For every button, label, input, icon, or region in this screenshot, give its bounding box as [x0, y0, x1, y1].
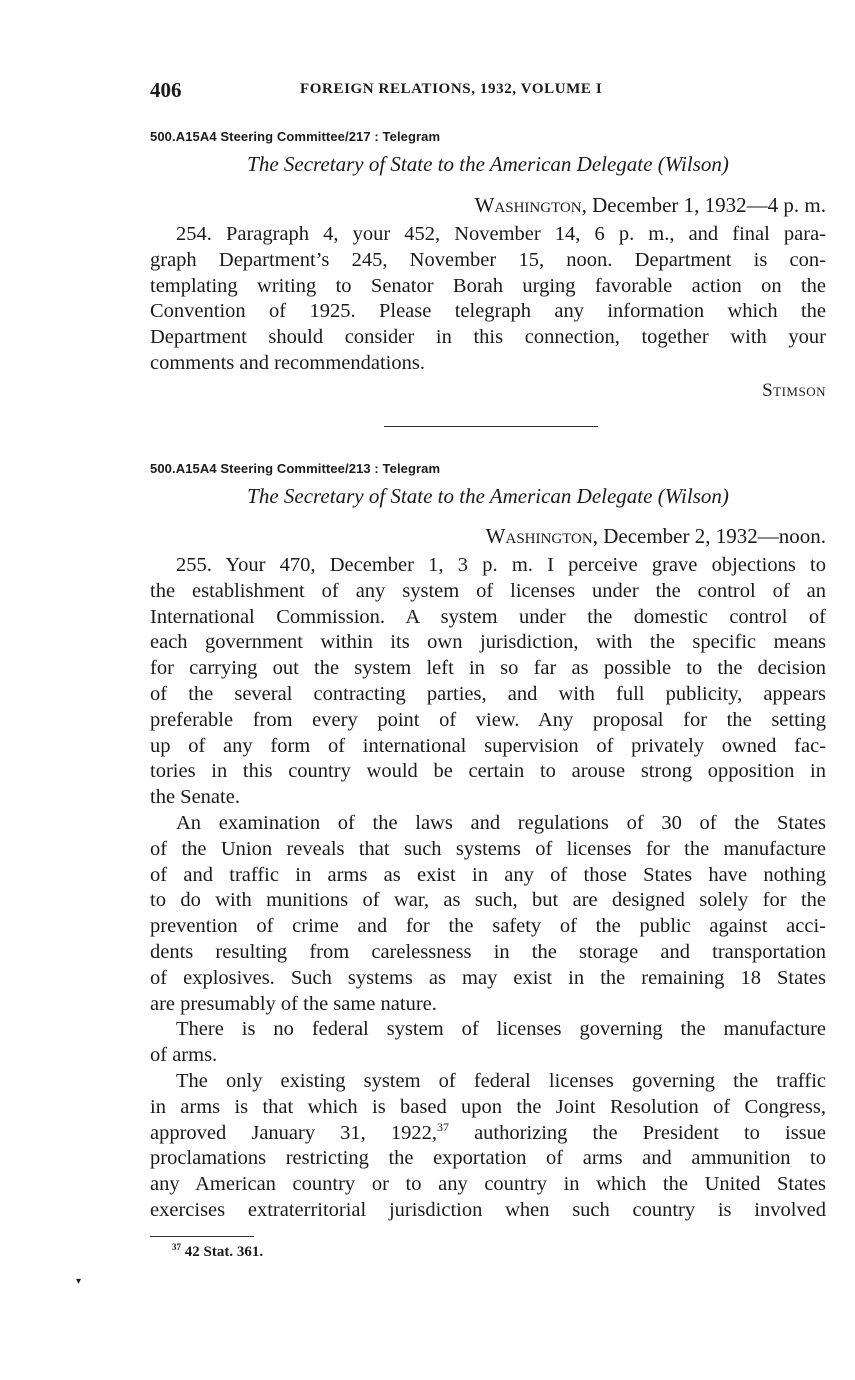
- footnote-marker: 37: [172, 1242, 181, 1252]
- document-title: The Secretary of State to the American Delegate (Wilson): [247, 152, 729, 176]
- footnote-rule: [150, 1236, 254, 1237]
- paragraph: [150, 1069, 826, 1224]
- text-line: There is no federal system of licenses governing the manufacture: [176, 1018, 826, 1040]
- text-line: graph Department’s 245, November 15, noon. Department is con-: [150, 248, 826, 271]
- text-line: Convention of 1925. Please telegraph any information which the: [150, 300, 826, 323]
- text-line: are presumably of the same nature.: [150, 992, 437, 1015]
- footnote-reference[interactable]: 37: [437, 1119, 449, 1134]
- document-title: The Secretary of State to the American Delegate (Wilson): [247, 484, 729, 508]
- text-line: for carrying out the system left in so far as possible to the decision: [150, 657, 826, 680]
- text-fragment: approved January 31, 1922,: [150, 1121, 437, 1144]
- text-line: Department should consider in this connection, together with your: [150, 326, 826, 349]
- section-divider: [384, 426, 598, 427]
- signature: Stimson: [762, 380, 826, 401]
- text-line: up of any form of international supervision of privately owned fac-: [150, 734, 826, 757]
- text-line: tories in this country would be certain to arouse strong opposition in: [150, 760, 826, 783]
- text-line: the establishment of any system of licenses under the control of an: [150, 579, 826, 602]
- text-line: An examination of the laws and regulations of 30 of the States: [176, 812, 826, 834]
- text-line: comments and recommendations.: [150, 351, 425, 374]
- text-line: each government within its own jurisdiction, with the specific means: [150, 631, 826, 654]
- text-line: proclamations restricting the exportation of arms and ammunition to: [150, 1147, 826, 1170]
- file-reference: 500.A15A4 Steering Committee/217 : Telegram: [150, 129, 441, 144]
- paragraph: [150, 811, 826, 1017]
- text-line: of and traffic in arms as exist in any of those States have nothing: [150, 863, 826, 886]
- text-line: preferable from every point of view. Any proposal for the setting: [150, 708, 826, 731]
- text-line: templating writing to Senator Borah urging favorable action on the: [150, 274, 826, 297]
- text-line: 254. Paragraph 4, your 452, November 14, 6 p. m., and final para-: [176, 223, 826, 245]
- paragraph: [150, 1017, 826, 1069]
- text-line: any American country or to any country in which the United States: [150, 1173, 826, 1196]
- dateline-place: Washington: [474, 193, 582, 217]
- dateline: [150, 524, 826, 549]
- text-line: 255. Your 470, December 1, 3 p. m. I perceive grave objections to: [176, 554, 826, 576]
- text-line: of the several contracting parties, and with full publicity, appears: [150, 682, 826, 705]
- text-line: to do with munitions of war, as such, but are designed solely for the: [150, 889, 826, 912]
- file-reference: 500.A15A4 Steering Committee/213 : Telegram: [150, 461, 441, 476]
- dateline-place: Washington: [485, 524, 593, 548]
- paragraph: [150, 222, 826, 377]
- footnote-text: 42 Stat. 361.: [184, 1244, 264, 1260]
- paragraph: [150, 553, 826, 811]
- text-line: [150, 1121, 826, 1147]
- text-line: in arms is that which is based upon the Joint Resolution of Congress,: [150, 1095, 826, 1118]
- page-number: 406: [150, 78, 182, 102]
- text-line: of the Union reveals that such systems of licenses for the manufacture: [150, 837, 826, 860]
- footnote: [172, 1242, 263, 1261]
- text-line: of explosives. Such systems as may exist in the remaining 18 States: [150, 966, 826, 989]
- running-head: [150, 78, 826, 106]
- dateline: [150, 193, 826, 218]
- text-line: of arms.: [150, 1043, 218, 1066]
- text-fragment: authorizing the President to issue: [449, 1121, 826, 1144]
- dateline-date: , December 2, 1932—noon.: [592, 524, 826, 548]
- text-line: exercises extraterritorial jurisdiction when such country is involved: [150, 1198, 826, 1221]
- text-line: The only existing system of federal licenses governing the traffic: [176, 1070, 826, 1092]
- dateline-date: , December 1, 1932—4 p. m.: [581, 193, 826, 217]
- text-line: dents resulting from carelessness in the storage and transportation: [150, 940, 826, 963]
- text-line: International Commission. A system under the domestic control of: [150, 605, 826, 628]
- stray-print-mark: ▾: [76, 1276, 82, 1287]
- text-line: the Senate.: [150, 786, 240, 809]
- text-line: prevention of crime and for the safety of the public against acci-: [150, 915, 826, 938]
- running-title: FOREIGN RELATIONS, 1932, VOLUME I: [300, 81, 603, 97]
